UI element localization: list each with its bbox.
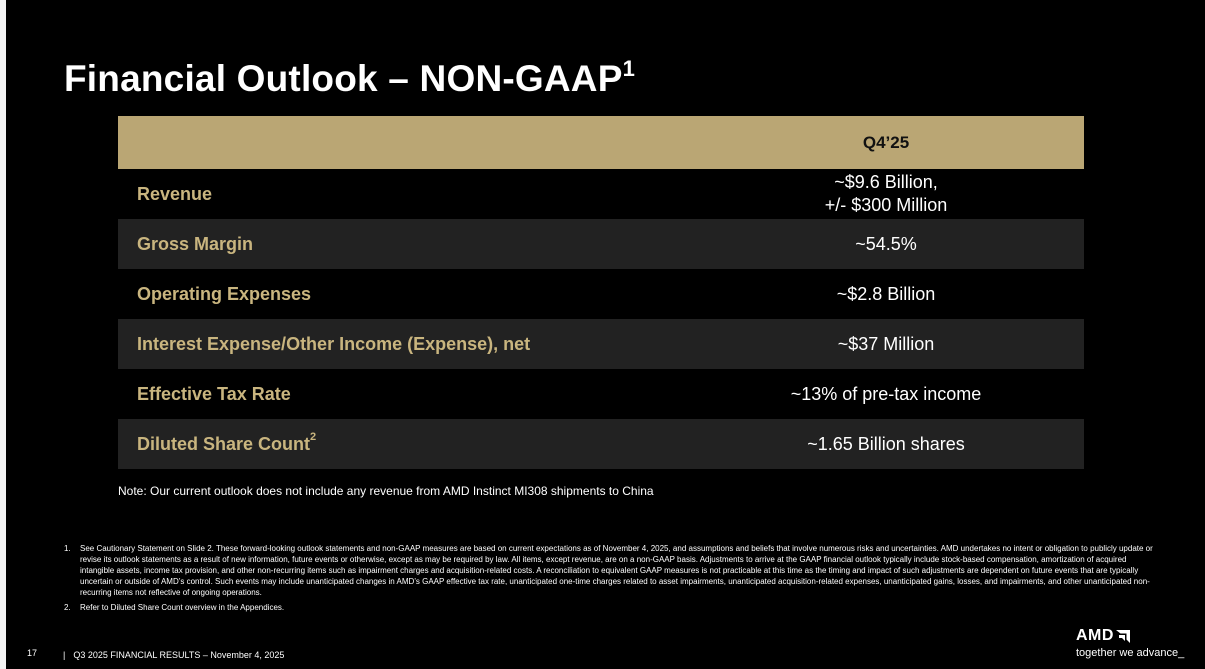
row-label — [118, 234, 688, 255]
header-period: Q4’25 — [862, 133, 910, 152]
row-label — [118, 284, 688, 305]
row-value — [688, 333, 1084, 356]
table-header — [118, 116, 1084, 169]
row-value — [688, 433, 1084, 456]
row-footnote-marker: 2 — [310, 430, 317, 443]
slide-title — [64, 58, 635, 100]
footnote-number: 1. — [64, 544, 71, 553]
row-value-line: ~13% of pre-tax income — [790, 383, 982, 404]
row-value — [688, 283, 1084, 306]
row-value-line: +/- $300 Million — [824, 195, 948, 215]
row-label-text: Effective Tax Rate — [137, 383, 291, 404]
row-label — [118, 430, 688, 455]
table-row-operating-expenses — [118, 269, 1084, 319]
row-label — [118, 384, 688, 405]
row-label-text: Revenue — [137, 183, 213, 204]
row-label-text: Interest Expense/Other Income (Expense), net — [137, 333, 531, 354]
row-label — [118, 184, 688, 205]
row-value — [688, 383, 1084, 406]
logo-word: AMD — [1076, 627, 1114, 644]
table-row-interest-expense — [118, 319, 1084, 369]
outlook-note: Note: Our current outlook does not include any revenue from AMD Instinct MI308 shipments to China — [118, 484, 654, 498]
table-row-gross-margin — [118, 219, 1084, 269]
logo-wordmark — [1076, 627, 1184, 645]
row-label — [118, 334, 688, 355]
table-row-effective-tax-rate — [118, 369, 1084, 419]
footnote-2 — [64, 602, 1154, 613]
title-text: Financial Outlook – NON-GAAP — [64, 58, 623, 99]
row-label-text: Diluted Share Count — [137, 433, 311, 454]
table-row-diluted-share-count — [118, 419, 1084, 469]
outlook-table — [118, 116, 1084, 469]
footer-title: Q3 2025 FINANCIAL RESULTS – November 4, 2025 — [73, 650, 285, 660]
page-number: 17 — [27, 648, 38, 658]
amd-arrow-icon — [1116, 630, 1130, 643]
row-label-text: Gross Margin — [137, 233, 254, 254]
row-label-text: Operating Expenses — [137, 283, 312, 304]
row-value — [688, 233, 1084, 256]
footnotes — [64, 543, 1154, 617]
footer-separator: | — [63, 650, 66, 660]
footnote-text: Refer to Diluted Share Count overview in the Appendices. — [80, 603, 285, 612]
table-row-revenue — [118, 169, 1084, 219]
amd-logo — [1076, 627, 1184, 659]
row-value-line: ~$37 Million — [837, 333, 935, 354]
footnote-1 — [64, 543, 1154, 598]
row-value-line: ~$2.8 Billion — [836, 283, 936, 304]
slide — [6, 0, 1205, 669]
row-value-line: ~54.5% — [855, 233, 917, 254]
footer — [63, 650, 284, 660]
title-footnote-marker: 1 — [622, 56, 636, 81]
row-value-line: ~1.65 Billion shares — [807, 433, 965, 454]
row-value-line: ~$9.6 Billion, — [834, 172, 938, 192]
logo-tagline: together we advance_ — [1076, 647, 1185, 659]
footnote-number: 2. — [64, 603, 71, 612]
footnote-text: See Cautionary Statement on Slide 2. These forward-looking outlook statements and non-GAAP measures are based on current expectations as of November 4, 2025, and assumptions and beliefs that involve numerous risks and uncertainties. AMD undertakes no intent or obligation to publicly update or revise its outlook statements as a result of new information, future events or otherwise, except as may be required by law. All items, except revenue, are on a non-GAAP basis. Adjustments to arrive at the GAAP financial outlook typically include stock-based compensation, amortization of acquired intangible assets, income tax provision, and other non-recurring items such as impairment charges and acquisition-related costs. A reconciliation to equivalent GAAP measures is not practicable at this time as the timing and impact of such adjustments are dependent on future events that are typically uncertain or outside of AMD’s control. Such events may include unanticipated changes in AMD’s GAAP effective tax rate, unanticipated one-time charges related to asset impairments, unanticipated acquisition-related expenses, unanticipated gains, losses, and impairments, and other unanticipated non-recurring items not reflective of ongoing operations. — [80, 544, 1153, 597]
row-value — [688, 171, 1084, 217]
